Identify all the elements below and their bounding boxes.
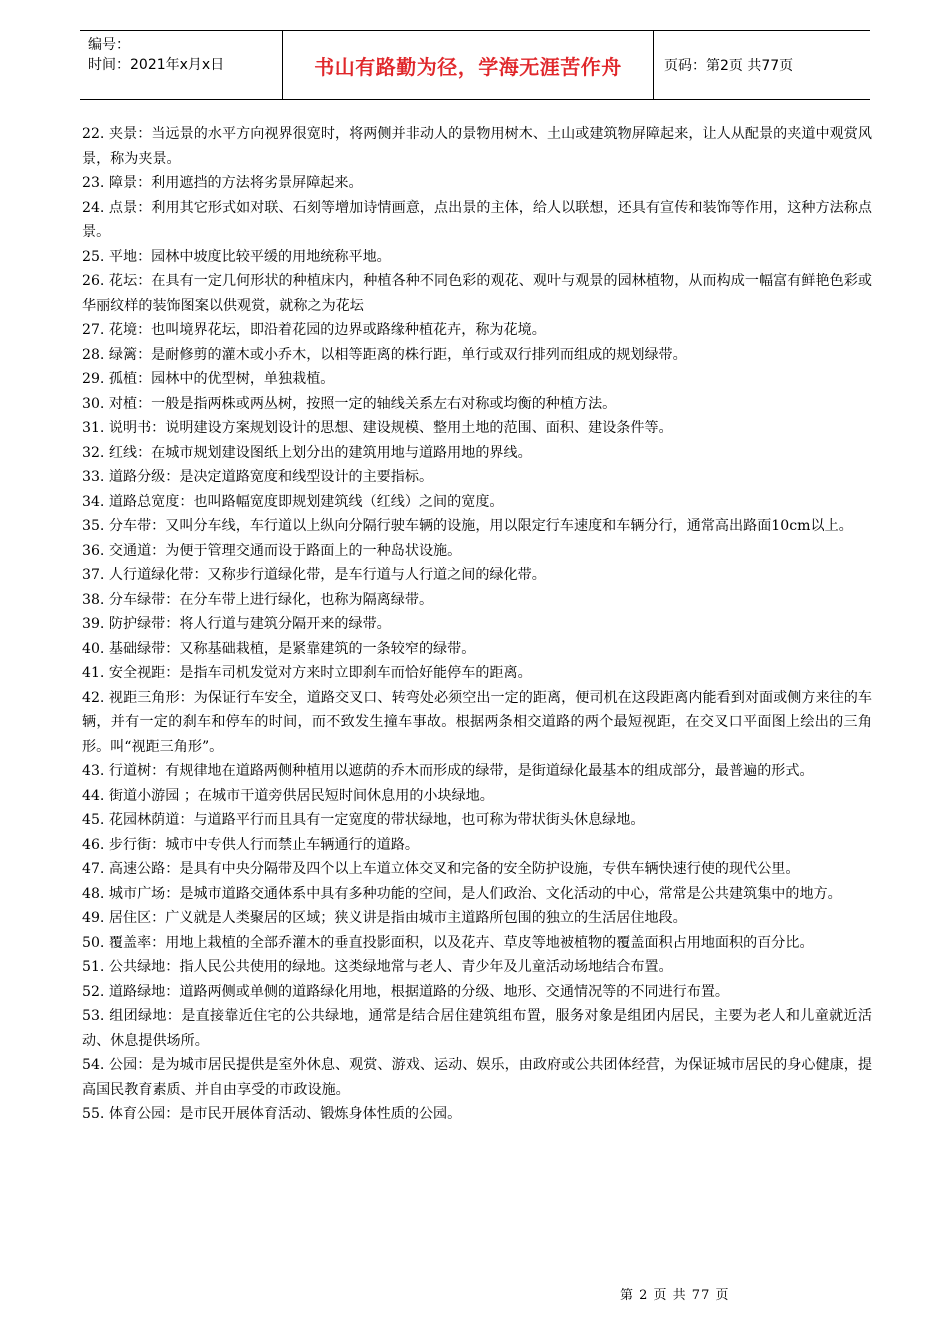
term-entry: 44. 街道小游园 ；在城市干道旁供居民短时间休息用的小块绿地。: [82, 787, 494, 804]
term-entry: 28. 绿篱：是耐修剪的灌木或小乔木，以相等距离的株行距，单行或双行排列而组成的规划绿带。: [82, 346, 687, 363]
term-entry: 46. 步行街：城市中专供人行而禁止车辆通行的道路。: [82, 836, 419, 853]
number-label: 编号：: [88, 37, 130, 53]
term-entry: 49. 居住区：广义就是人类聚居的区域；狭义讲是指由城市主道路所包围的独立的生活居住地段。: [82, 910, 687, 926]
term-entry: 48. 城市广场：是城市道路交通体系中具有多种功能的空间，是人们政治、文化活动的中心，常常是公共建筑集中的地方。: [82, 885, 842, 902]
page-header: [80, 30, 870, 100]
term-entry: 40. 基础绿带：又称基础栽植，是紧靠建筑的一条较窄的绿带。: [82, 640, 476, 657]
term-entry: 24. 点景：利用其它形式如对联、石刻等增加诗情画意，点出景的主体，给人以联想，还具有宣传和装饰等作用，这种方法称点景。: [82, 199, 872, 240]
term-entry: 50. 覆盖率：用地上栽植的全部乔灌木的垂直投影面积，以及花卉、草皮等地被植物的覆盖面积占用地面积的百分比。: [82, 934, 814, 951]
header-meta: [80, 31, 282, 99]
time-label: 时间：2021年x月x日: [88, 57, 225, 73]
term-entry: 25. 平地：园林中坡度比较平缓的用地统称平地。: [82, 248, 391, 265]
term-entry: 55. 体育公园：是市民开展体育活动、锻炼身体性质的公园。: [82, 1106, 462, 1122]
term-entry: 34. 道路总宽度：也叫路幅宽度即规划建筑线（红线）之间的宽度。: [82, 493, 504, 510]
term-entry: 29. 孤植：园林中的优型树，单独栽植。: [82, 371, 335, 387]
term-entry: 23. 障景：利用遮挡的方法将劣景屏障起来。: [82, 175, 363, 191]
term-entry: 33. 道路分级：是决定道路宽度和线型设计的主要指标。: [82, 469, 434, 485]
term-entry: 31. 说明书：说明建设方案规划设计的思想、建设规模、整用土地的范围、面积、建设条件等。: [82, 420, 673, 436]
term-entry: 32. 红线：在城市规划建设图纸上划分出的建筑用地与道路用地的界线。: [82, 444, 532, 461]
document-body: [82, 122, 872, 1127]
term-entry: 22. 夹景：当远景的水平方向视界很宽时，将两侧并非动人的景物用树木、土山或建筑物屏障起来，让人从配景的夹道中观赏风景，称为夹景。: [82, 126, 872, 167]
term-entry: 45. 花园林荫道：与道路平行而且具有一定宽度的带状绿地，也可称为带状街头休息绿地。: [82, 812, 645, 828]
term-entry: 38. 分车绿带：在分车带上进行绿化，也称为隔离绿带。: [82, 591, 434, 608]
term-entry: 39. 防护绿带：将人行道与建筑分隔开来的绿带。: [82, 616, 391, 632]
term-entry: 37. 人行道绿化带：又称步行道绿化带，是车行道与人行道之间的绿化带。: [82, 567, 546, 583]
term-entry: 30. 对植：一般是指两株或两丛树，按照一定的轴线关系左右对称或均衡的种植方法。: [82, 395, 617, 412]
term-entry: 51. 公共绿地：指人民公共使用的绿地。这类绿地常与老人、青少年及儿童活动场地结合布置。: [82, 959, 673, 975]
term-entry: 26. 花坛：在具有一定几何形状的种植床内，种植各种不同色彩的观花、观叶与观景的园林植物，从而构成一幅富有鲜艳色彩或华丽纹样的装饰图案以供观赏，就称之为花坛: [82, 273, 872, 314]
term-entry: 35. 分车带：又叫分车线，车行道以上纵向分隔行驶车辆的设施，用以限定行车速度和车辆分行，通常高出路面10cm以上。: [82, 518, 853, 534]
term-entry: 47. 高速公路：是具有中央分隔带及四个以上车道立体交叉和完备的安全防护设施，专供车辆快速行使的现代公里。: [82, 861, 800, 877]
header-motto: 书山有路勤为径，学海无涯苦作舟: [282, 31, 654, 99]
term-entry: 41. 安全视距：是指车司机发觉对方来时立即刹车而恰好能停车的距离。: [82, 665, 532, 681]
term-entry: 54. 公园：是为城市居民提供是室外休息、观赏、游戏、运动、娱乐，由政府或公共团体经营，为保证城市居民的身心健康，提高国民教育素质、并自由享受的市政设施。: [82, 1057, 872, 1098]
term-entry: 27. 花境：也叫境界花坛，即沿着花园的边界或路缘种植花卉，称为花境。: [82, 322, 546, 338]
header-page-info: 页码：第2页 共77页: [664, 58, 794, 74]
term-entry: 53. 组团绿地：是直接靠近住宅的公共绿地，通常是结合居住建筑组布置，服务对象是组团内居民，主要为老人和儿童就近活动、休息提供场所。: [82, 1008, 872, 1049]
term-entry: 52. 道路绿地：道路两侧或单侧的道路绿化用地，根据道路的分级、地形、交通情况等的不同进行布置。: [82, 983, 730, 1000]
page-footer: 第 2 页 共 77 页: [620, 1288, 730, 1303]
term-entry: 43. 行道树：有规律地在道路两侧种植用以遮荫的乔木而形成的绿带，是街道绿化最基本的组成部分，最普遍的形式。: [82, 763, 814, 779]
term-entry: 36. 交通道：为便于管理交通而设于路面上的一种岛状设施。: [82, 542, 462, 559]
term-entry: 42. 视距三角形：为保证行车安全，道路交叉口、转弯处必须空出一定的距离，便司机在这段距离内能看到对面或侧方来往的车辆，并有一定的刹车和停车的时间，而不致发生撞车事故。根据两条相交道路的两个最短视距，在交叉口平面图上绘出的三角形。叫“视距三角形”。: [82, 689, 872, 755]
